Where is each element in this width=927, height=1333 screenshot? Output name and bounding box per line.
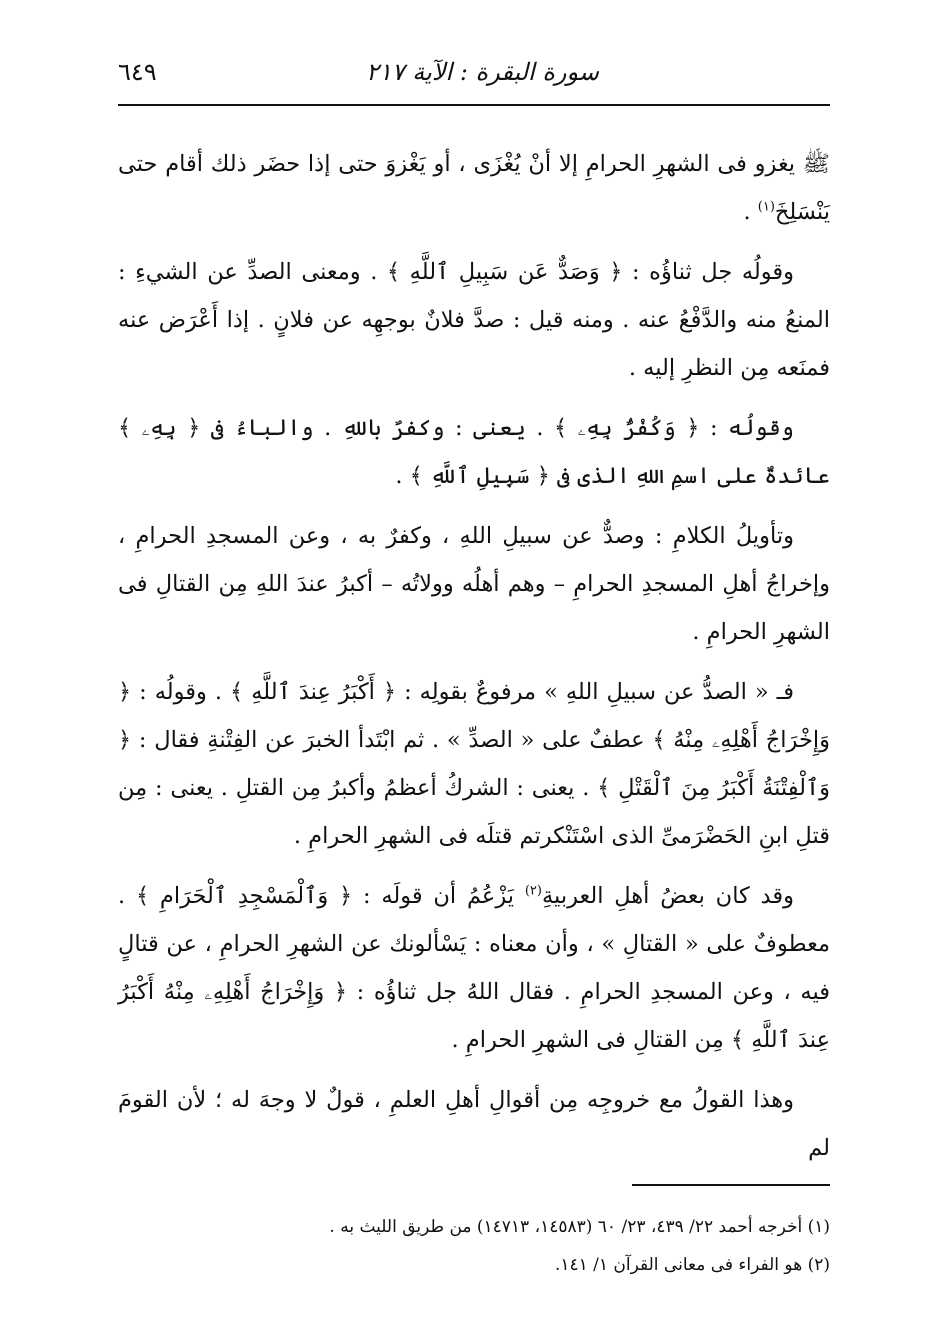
body-text — [118, 140, 830, 1184]
footnote-1: (١) أخرجه أحمد ٢٢/ ٤٣٩، ٢٣/ ٦٠ (١٤٥٨٣، ١٤٧١٣) من طريق الليث به . — [329, 1217, 830, 1237]
footnote-2: (٢) هو الفراء فى معانى القرآن ١/ ١٤١. — [554, 1255, 830, 1275]
paragraph-2: وقولُه جل ثناؤُه : ﴿ وَصَدٌّ عَن سَبِيلِ ٱللَّهِ ﴾ . ومعنى الصدِّ عن الشيءِ : المنعُ منه والدَّفْعُ عنه . ومنه قيل : صدَّ فلانٌ بوجهِه عن فلانٍ . إذا أَعْرَض عنه فمنَعه مِن النظرِ إليه . — [118, 259, 830, 381]
paragraph-1-end: . — [743, 199, 758, 225]
paragraph-6-after: يَزْعُمُ أن قولَه : ﴿ وَٱلْمَسْجِدِ ٱلْحَرَامِ ﴾ . معطوفٌ على « القتالِ » ، وأن معناه : يَسْألونك عن الشهرِ الحرامِ ، عن قتالٍ فيه ، وعن المسجدِ الحرامِ . فقال اللهُ جل ثناؤُه : ﴿ وَإِخْرَاجُ أَهْلِهِۦ مِنْهُ أَكْبَرُ عِندَ ٱللَّهِ ﴾ مِن القتالِ فى الشهرِ الحرامِ . — [118, 883, 830, 1053]
paragraph-6-before: وقد كان بعضُ أهلِ العربيةِ — [541, 883, 794, 909]
paragraph-5: فـ « الصدُّ عن سبيلِ اللهِ » مرفوعٌ بقولِه : ﴿ أَكْبَرُ عِندَ ٱللَّهِ ﴾ . وقولُه : ﴿ وَإِخْرَاجُ أَهْلِهِۦ مِنْهُ ﴾ عطفٌ على « الصدِّ » . ثم ابْتَدأ الخبرَ عن الفِتْنةِ فقال : ﴿ وَٱلْفِتْنَةُ أَكْبَرُ مِنَ ٱلْقَتْلِ ﴾ . يعنى : الشركُ أعظمُ وأكبرُ مِن القتلِ . يعنى : مِن قتلِ ابنِ الحَضْرَمىِّ الذى اسْتَنْكرتم قتلَه فى الشهرِ الحرامِ . — [118, 679, 830, 849]
paragraph-4: وتأويلُ الكلامِ : وصدٌّ عن سبيلِ اللهِ ، وكفرٌ به ، وعن المسجدِ الحرامِ ، وإخراجُ أهلِ المسجدِ الحرامِ – وهم أهلُه وولاتُه – أكبرُ عندَ اللهِ مِن القتالِ فى الشهرِ الحرامِ . — [118, 523, 830, 645]
paragraph-1 — [118, 140, 830, 236]
paragraph-3: وقولُه : ﴿ وَكُفْرٌۢ بِهِۦ ﴾ . يعنى : وكفرٌ باللهِ . والباءُ فى ﴿ بِهِۦ ﴾ عائدةٌ على اسمِ اللهِ الذى فى ﴿ سَبِيلِ ٱللَّهِ ﴾ . — [118, 415, 830, 489]
header-rule — [118, 104, 830, 106]
paragraph-6 — [118, 872, 830, 1064]
footnote-rule — [632, 1184, 830, 1186]
running-title: سورة البقرة : الآية ٢١٧ — [366, 58, 600, 86]
footnotes — [118, 1208, 830, 1284]
paragraph-1-text: ﷺ يغزو فى الشهرِ الحرامِ إلا أنْ يُغْزَى ، أو يَغْزوَ حتى إذا حضَر ذلك أقام حتى يَنْسَلِخَ — [118, 151, 830, 225]
paragraph-7: وهذا القولُ مع خروجِه مِن أقوالِ أهلِ العلمِ ، قولٌ لا وجهَ له ؛ لأن القومَ لم — [118, 1087, 830, 1161]
page-number: ٦٤٩ — [118, 58, 157, 86]
footnote-ref-1: (١) — [757, 199, 775, 215]
footnote-ref-2: (٢) — [524, 883, 542, 899]
page-header — [118, 56, 830, 96]
